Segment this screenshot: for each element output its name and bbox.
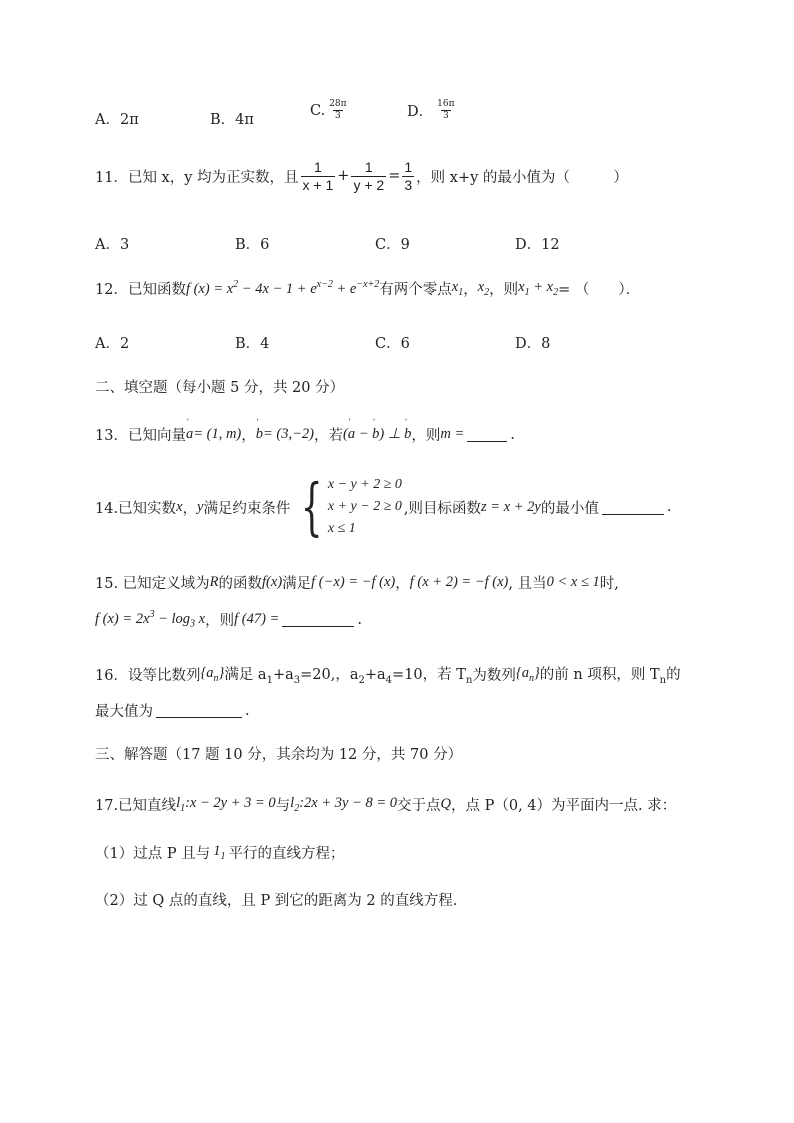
fraction-numerator: 1	[364, 159, 373, 175]
q10-option-c-prefix: C.	[310, 102, 326, 119]
q12-func-mid: − 4x − 1 + e	[238, 280, 317, 297]
fraction-denominator: 3	[442, 111, 449, 122]
q17-Q: Q	[440, 796, 451, 812]
question-11	[95, 160, 628, 192]
q14-text-2: ,则目标函数	[403, 500, 482, 517]
q15-cond-2: f (x + 2) = −f (x)	[409, 574, 509, 590]
q14-constraint-2: x + y − 2 ≥ 0	[327, 499, 402, 514]
question-15-line-1	[95, 572, 619, 593]
q15-mid: 的函数	[218, 576, 263, 592]
q11-plus: +	[337, 168, 350, 185]
q12-zero-2: $x_2$	[477, 279, 490, 298]
q15-ask: f (47) =	[234, 611, 280, 627]
q12-text-1: 有两个零点	[379, 282, 452, 298]
q11-fraction-2	[351, 160, 386, 192]
q17-part1-line: $1_1$	[213, 843, 226, 862]
fraction-denominator: y + 2	[353, 176, 385, 193]
q11-fraction-3	[402, 160, 414, 192]
question-16-line-1	[95, 663, 681, 686]
q13-condition: (′ a − ′ b) ⊥ ′ b	[343, 426, 411, 443]
q14-answer-blank[interactable]	[602, 500, 664, 515]
q14-text-3: 的最小值	[540, 500, 599, 517]
q11-option-c: C．9	[375, 237, 410, 253]
q15-range: 0 < x ≤ 1	[546, 574, 600, 590]
q14-constraint-1: x − y + 2 ≥ 0	[327, 477, 402, 492]
fraction-denominator: x + 1	[302, 176, 334, 193]
question-15-line-2	[95, 609, 362, 630]
q10-option-c-fraction	[327, 100, 348, 122]
q15-mid-2: 满足	[282, 576, 312, 592]
q15-line2-mid: ，则	[205, 613, 235, 629]
q10-option-c	[310, 100, 351, 122]
q15-cond-1: f (−x) = −f (x)	[311, 574, 396, 590]
q12-option-c: C．6	[375, 336, 410, 352]
q11-equals: =	[388, 168, 401, 185]
q13-answer-blank[interactable]	[467, 427, 507, 442]
question-17-part-2	[95, 889, 457, 910]
q12-exp-a: x−2	[316, 279, 333, 291]
q14-y: y	[197, 498, 204, 515]
q11-option-d: D．12	[515, 237, 560, 253]
q13-prefix: 13．已知向量	[95, 428, 186, 444]
section-2-heading: 二、填空题（每小题 5 分，共 20 分）	[95, 380, 345, 396]
q17-suffix: ，点 P（0, 4）为平面内一点. 求：	[450, 798, 677, 814]
q17-part1-b: 平行的直线方程；	[228, 846, 345, 862]
fraction-numerator: 1	[314, 159, 322, 175]
q10-option-b: B．4π	[210, 112, 254, 128]
q17-prefix: 17.已知直线	[95, 798, 177, 814]
q17-part2: （2）过 Q 点的直线，且 P 到它的距离为 2 的直线方程.	[95, 893, 458, 909]
q17-line-1: $l_1:x - 2y + 3 = 0$	[176, 795, 276, 814]
q15-line1-end: , 且当	[508, 576, 547, 592]
q11-fraction-1	[301, 160, 336, 192]
q10-option-a: A．2π	[95, 112, 139, 128]
q15-prefix: 15. 已知定义域为	[95, 576, 210, 592]
q12-zero-1: $x_1$	[451, 279, 464, 298]
q11-option-a: A．3	[95, 237, 130, 253]
q12-func-start: f (x) = x	[185, 280, 234, 297]
q13-sep: ，	[241, 428, 256, 444]
q16-end: .	[245, 702, 250, 719]
question-13	[95, 424, 515, 445]
q10-option-d-prefix: D．	[407, 104, 434, 121]
q16-conditions: 满足 $a_1+a_3=20$,，$a_2+a_4=10$，若 $T_n$	[224, 667, 473, 686]
q12-exp-2: 2	[233, 279, 239, 291]
fraction-denominator: 3	[335, 111, 341, 122]
q13-then: ，则	[411, 428, 441, 444]
q15-definition: f $(x) = 2x^3 - \log_3 x$	[95, 609, 206, 630]
q15-fx: f(x)	[262, 574, 283, 590]
q12-func-plus-e: + e	[332, 280, 357, 297]
q17-line-2: $l_2:2x + 3y - 8 = 0$	[290, 795, 397, 814]
q12-prefix: 12．已知函数	[95, 282, 186, 298]
question-16-line-2	[95, 700, 250, 721]
q13-mid: ，若	[313, 428, 343, 444]
q14-end: .	[666, 499, 672, 515]
q16-text-c: 为数列	[472, 667, 516, 684]
q15-when: 时,	[599, 576, 619, 592]
q11-suffix: ，则 x+y 的最小值为（ ）	[416, 169, 628, 186]
fraction-numerator: 1	[404, 159, 413, 175]
q14-objective: z = x + 2y	[481, 498, 541, 515]
q10-option-d	[407, 100, 459, 122]
q16-sequence-2: $\{a_n\}$	[515, 665, 540, 684]
q12-sum: $x_1 + x_2$	[518, 279, 559, 298]
question-17-part-1	[95, 842, 344, 863]
q15-sep: ，	[395, 576, 410, 592]
q17-meet: 交于点	[397, 798, 441, 814]
q16-answer-blank[interactable]	[156, 703, 242, 718]
q16-line-2-text: 最大值为	[95, 704, 153, 720]
q15-end: .	[357, 611, 362, 628]
section-3-heading: 三、解答题（17 题 10 分，其余均为 12 分，共 70 分）	[95, 747, 463, 763]
q14-sep: ，	[182, 500, 197, 517]
q12-suffix: = （ ）．	[558, 282, 641, 298]
q12-option-d: D．8	[515, 336, 551, 352]
q12-option-a: A．2	[95, 336, 130, 352]
q13-vector-b: ′ b	[256, 426, 263, 443]
q14-prefix: 14.已知实数	[95, 500, 177, 517]
q11-option-b: B．6	[235, 237, 270, 253]
q13-vector-a: ′ a	[186, 426, 193, 443]
q12-text-2: ，则	[489, 282, 519, 298]
q14-constraint-system	[292, 470, 402, 543]
q14-text-1: 满足约束条件	[203, 500, 291, 517]
q13-end: .	[510, 426, 515, 443]
question-14	[95, 470, 672, 543]
q13-m-equals: m =	[440, 426, 465, 442]
q12-option-b: B．4	[235, 336, 270, 352]
fraction-numerator: 28π	[329, 99, 347, 109]
left-brace: {	[301, 470, 324, 543]
q14-x: x	[176, 498, 183, 515]
q10-option-d-fraction	[435, 100, 456, 122]
fraction-numerator: 16π	[437, 99, 455, 109]
q12-comma: ，	[463, 282, 478, 298]
q11-prefix: 11．已知 x，y 均为正实数，且	[95, 169, 299, 186]
q15-answer-blank[interactable]	[282, 612, 354, 627]
fraction-denominator: 3	[404, 176, 413, 193]
q12-function	[186, 279, 379, 298]
q16-text-d: 的前 n 项积，则 $T_n$的	[539, 667, 681, 686]
q17-with: 与	[275, 798, 291, 814]
q14-constraints	[328, 477, 402, 537]
q16-sequence: $\{a_n\}$	[200, 665, 225, 684]
q14-constraint-3: x ≤ 1	[327, 521, 356, 536]
q12-exp-b: −x+2	[356, 279, 380, 291]
q13-b-value: = (3,−2)	[263, 426, 314, 442]
q16-text-a: 16．设等比数列	[95, 667, 201, 684]
q15-R: R	[209, 574, 219, 590]
question-12	[95, 278, 640, 299]
q13-a-value: = (1, m)	[193, 426, 242, 442]
question-17	[95, 794, 676, 815]
q17-part1-a: （1）过点 P 且与	[95, 846, 211, 862]
